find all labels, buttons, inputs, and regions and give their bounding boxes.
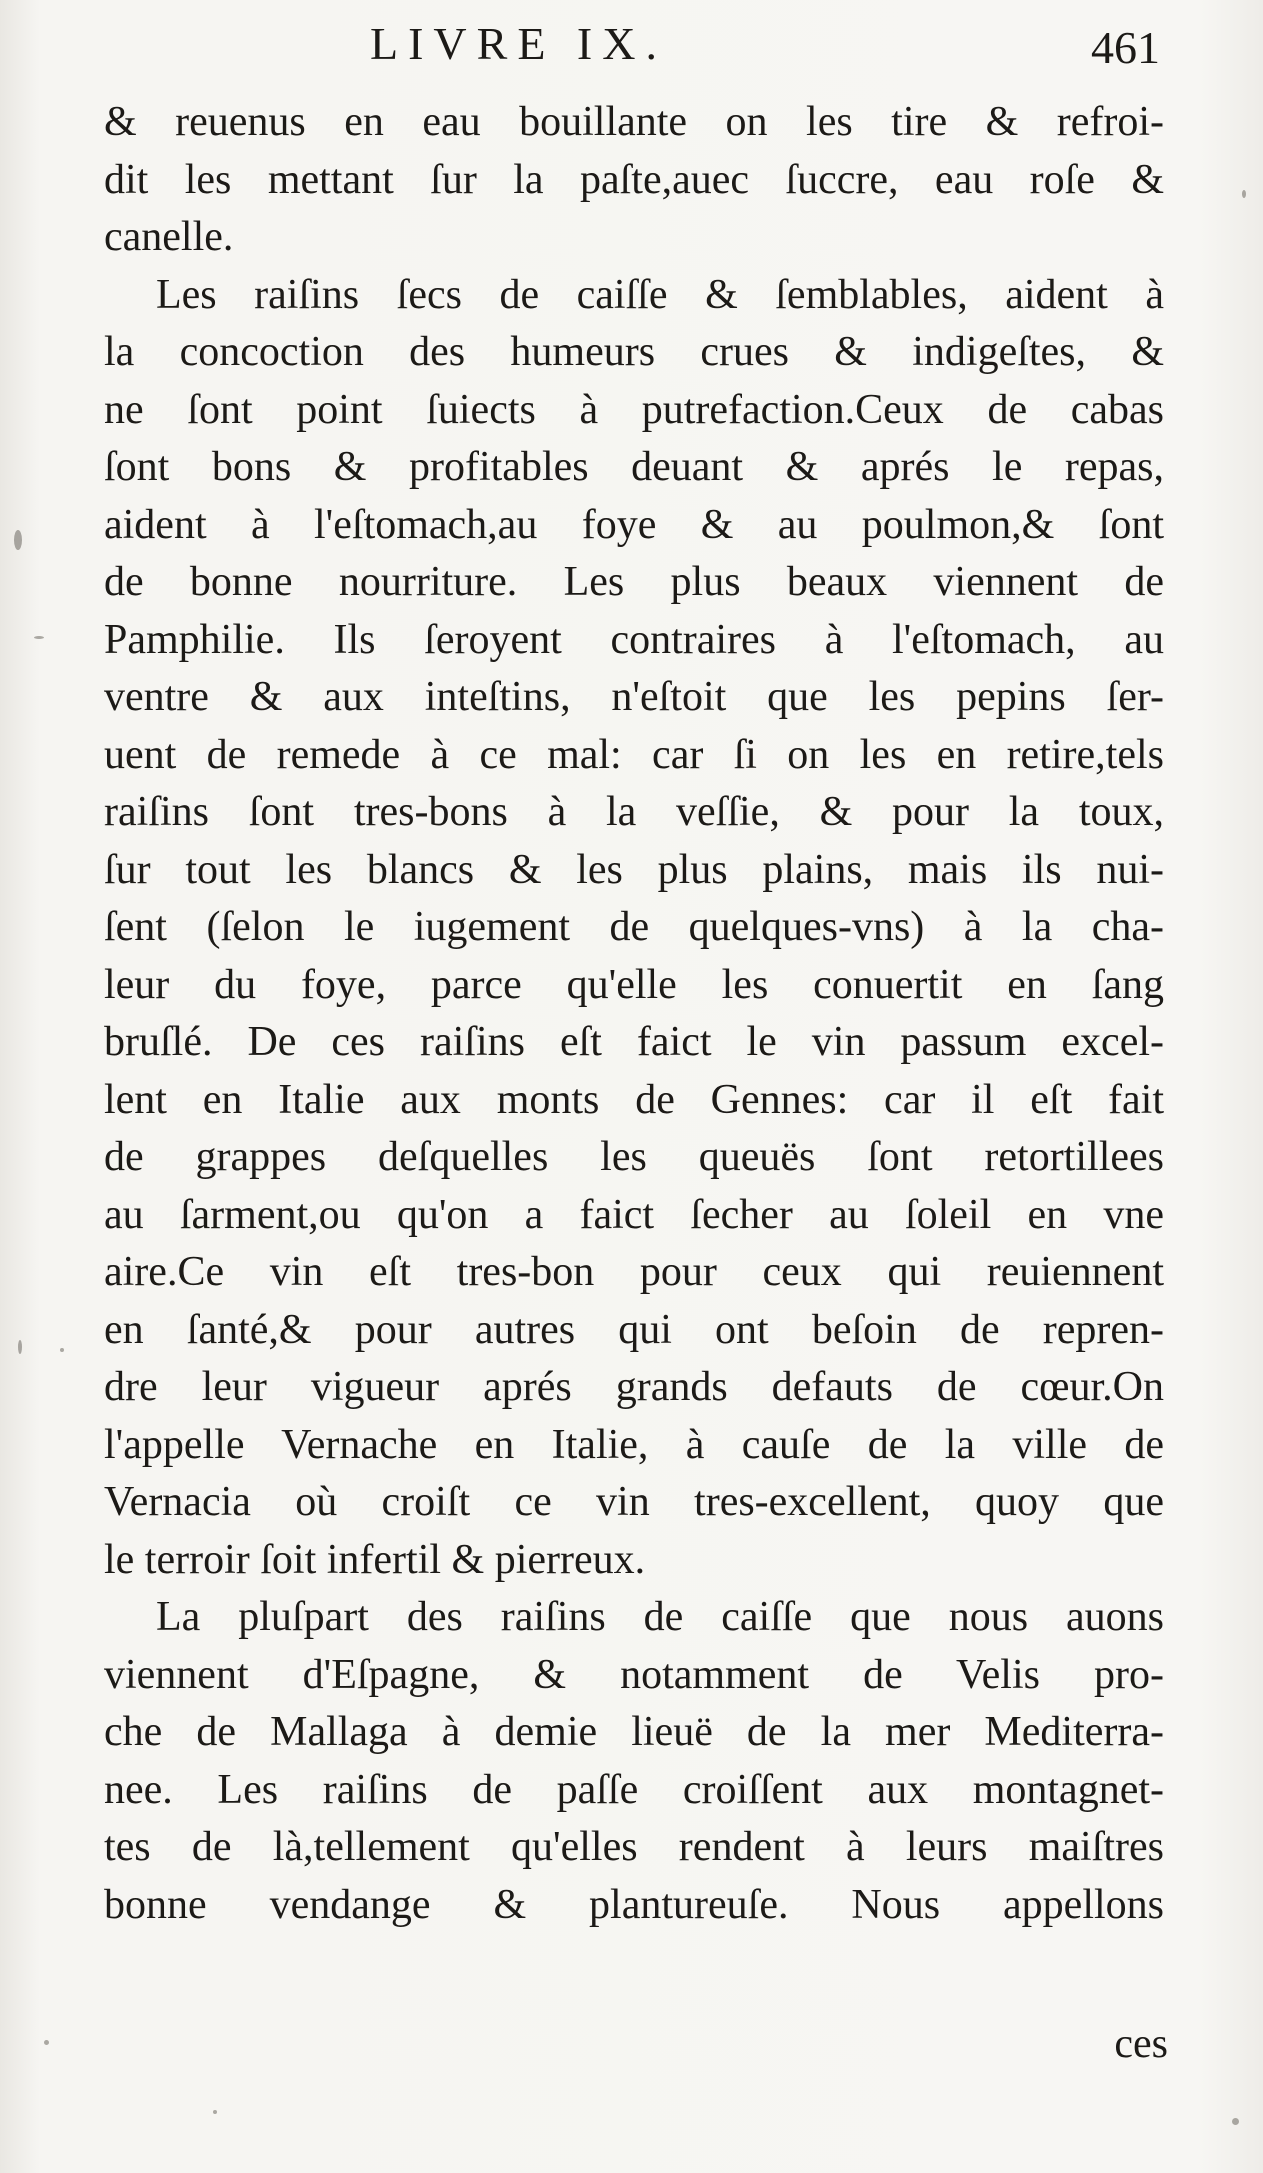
text-line: & reuenus en eau bouillante on les tire & refroi-	[104, 99, 1164, 145]
text-line: bruſlé. De ces raiſins eſt faict le vin passum excel-	[104, 1019, 1164, 1065]
paper-speck	[34, 636, 44, 639]
text-line: aident à l'eſtomach,au foye & au poulmon,& ſont	[104, 501, 1164, 548]
text-line: raiſins ſont tres-bons à la veſſie, & pour la toux,	[104, 789, 1164, 835]
body-text	[104, 94, 1164, 1934]
text-line: la concoction des humeurs crues & indigeſtes, &	[104, 329, 1164, 375]
running-head: LIVRE IX.	[370, 18, 667, 69]
paper-speck	[213, 2110, 217, 2114]
paper-speck	[18, 1340, 22, 1354]
paper-speck	[1232, 2118, 1239, 2125]
text-line: l'appelle Vernache en Italie, à cauſe de la ville de	[104, 1421, 1164, 1468]
text-line: de grappes deſquelles les queuës ſont retortillees	[104, 1134, 1164, 1180]
text-line: viennent d'Eſpagne, & notamment de Velis pro-	[104, 1651, 1164, 1698]
text-line: ne ſont point ſuiects à putrefaction.Ceux de cabas	[104, 386, 1164, 433]
text-line: ſur tout les blancs & les plus plains, mais ils nui-	[104, 846, 1164, 893]
catchword: ces	[1114, 2021, 1168, 2067]
text-line: dre leur vigueur aprés grands defauts de cœur.On	[104, 1364, 1164, 1410]
text-line: ſent (ſelon le iugement de quelques-vns) à la cha-	[104, 904, 1164, 950]
paper-speck	[44, 2040, 49, 2045]
text-line: en ſanté,& pour autres qui ont beſoin de repren-	[104, 1306, 1164, 1353]
text-line: ſont bons & profitables deuant & aprés le repas,	[104, 444, 1164, 490]
text-line: uent de remede à ce mal: car ſi on les en retire,tels	[104, 731, 1164, 778]
page-header	[110, 14, 1160, 74]
text-line: de bonne nourriture. Les plus beaux viennent de	[104, 559, 1164, 605]
text-line: tes de là,tellement qu'elles rendent à leurs maiſtres	[104, 1824, 1164, 1870]
paper-speck	[1242, 190, 1246, 198]
text-line: che de Mallaga à demie lieuë de la mer Mediterra-	[104, 1709, 1164, 1755]
page-number: 461	[1091, 22, 1160, 73]
text-line: lent en Italie aux monts de Gennes: car il eſt fait	[104, 1076, 1164, 1123]
text-line: ventre & aux inteſtins, n'eſtoit que les pepins ſer-	[104, 674, 1164, 720]
text-line: Vernacia où croiſt ce vin tres-excellent, quoy que	[104, 1479, 1164, 1525]
paper-speck	[60, 1348, 64, 1352]
text-line: le terroir ſoit infertil & pierreux.	[104, 1536, 646, 1583]
text-line: bonne vendange & plantureuſe. Nous appellons	[104, 1881, 1164, 1928]
text-line: nee. Les raiſins de paſſe croiſſent aux montagnet-	[104, 1766, 1164, 1813]
text-line: Pamphilie. Ils ſeroyent contraires à l'eſtomach, au	[104, 616, 1164, 663]
text-line: canelle.	[104, 214, 234, 260]
text-line: Les raiſins ſecs de caiſſe & ſemblables, aident à	[156, 271, 1164, 318]
text-line: au ſarment,ou qu'on a faict ſecher au ſoleil en vne	[104, 1191, 1164, 1238]
text-line: leur du foye, parce qu'elle les conuertit en ſang	[104, 961, 1164, 1008]
text-line: dit les mettant ſur la paſte,auec ſuccre, eau roſe &	[104, 156, 1164, 203]
text-line: La pluſpart des raiſins de caiſſe que nous auons	[156, 1594, 1164, 1640]
paper-speck	[14, 530, 22, 550]
text-line: aire.Ce vin eſt tres-bon pour ceux qui reuiennent	[104, 1249, 1164, 1295]
